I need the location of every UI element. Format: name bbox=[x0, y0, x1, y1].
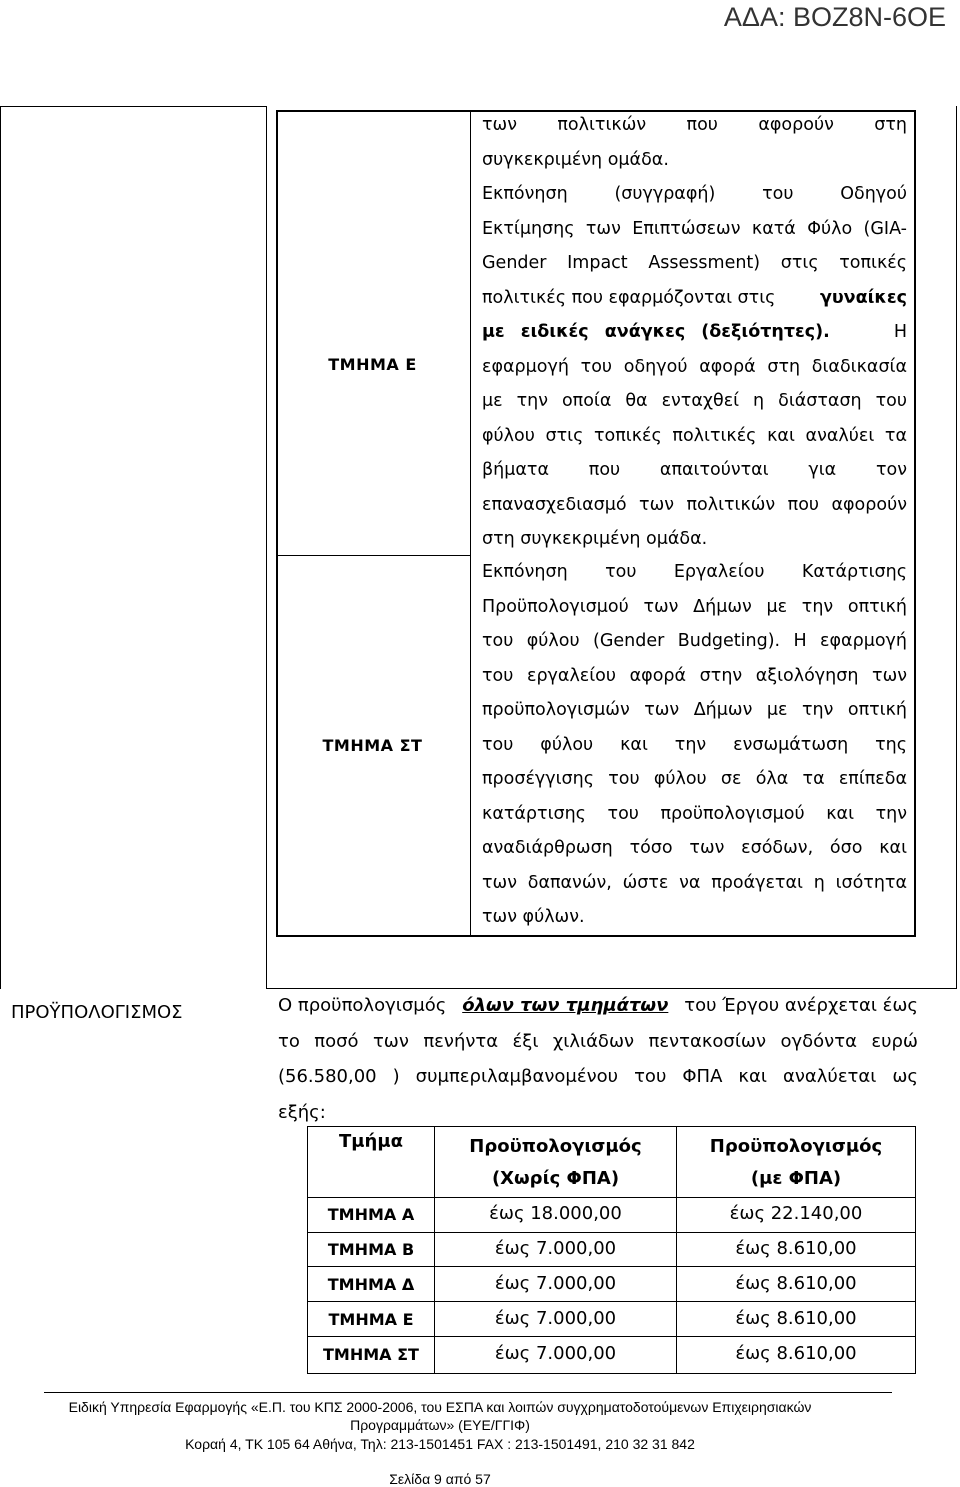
table-row bbox=[308, 1338, 915, 1375]
section-st-line: των δαπανών, ώστε να προάγεται η ισότητα bbox=[482, 872, 907, 893]
row-gross-amount: έως 22.140,00 bbox=[729, 1203, 863, 1224]
row-section-name: ΤΜΗΜΑ Δ bbox=[327, 1275, 415, 1294]
section-st-line: Εκπόνηση του Εργαλείου Κατάρτισης bbox=[482, 562, 907, 582]
row-net-amount: έως 18.000,00 bbox=[489, 1203, 622, 1224]
budget-table-body bbox=[308, 1198, 915, 1375]
table-row bbox=[308, 1198, 915, 1233]
section-st-line: αναδιάρθρωση τόσο των εσόδων, όσο και bbox=[482, 838, 907, 858]
section-e-line: Gender Impact Assessment) στις τοπικές bbox=[482, 253, 907, 273]
budget-line bbox=[278, 988, 918, 1024]
row-section-name: ΤΜΗΜΑ Α bbox=[327, 1205, 415, 1224]
footer-line: Προγραμμάτων» (ΕΥΕ/ΓΓΙΦ) bbox=[350, 1417, 530, 1433]
budget-line: εξής: bbox=[278, 1101, 326, 1123]
section-st-text bbox=[482, 555, 907, 935]
budget-line: το ποσό των πενήντα έξι χιλιάδων πεντακοσίων ογδόντα ευρώ bbox=[278, 1030, 918, 1052]
row-net-amount: έως 7.000,00 bbox=[494, 1308, 617, 1329]
section-st-line: του εργαλείου αφορά στην αξιολόγηση των bbox=[482, 665, 907, 686]
section-e-line: βήματα που απαιτούνται για τον bbox=[482, 460, 907, 480]
table-row bbox=[308, 1303, 915, 1338]
footer bbox=[0, 1399, 880, 1452]
section-st-line: του φύλου και την ενσωμάτωση της bbox=[482, 734, 907, 755]
row-net-amount: έως 7.000,00 bbox=[494, 1238, 617, 1259]
footer-rule bbox=[44, 1392, 892, 1393]
section-st-line: κατάρτισης του προϋπολογισμού και την bbox=[482, 803, 907, 824]
section-e-line: στη συγκεκριμένη ομάδα. bbox=[482, 529, 708, 549]
row-section-name: ΤΜΗΜΑ Β bbox=[327, 1240, 415, 1259]
section-e-line-part: Η bbox=[893, 322, 907, 342]
footer-line: Ειδική Υπηρεσία Εφαρμογής «Ε.Π. του ΚΠΣ 2000-2006, του ΕΣΠΑ και λοιπών συγχρηματοδοτούμενων Επιχειρησιακών bbox=[68, 1399, 812, 1415]
row-net-amount: έως 7.000,00 bbox=[494, 1343, 617, 1364]
section-e-line-part: πολιτικές που εφαρμόζονται στις bbox=[482, 287, 776, 308]
page-number: Σελίδα 9 από 57 bbox=[389, 1471, 491, 1487]
budget-emphasis: όλων των τμημάτων bbox=[462, 995, 669, 1016]
section-st-line: προσέγγισης του φύλου σε όλα τα επίπεδα bbox=[482, 769, 907, 789]
section-e-line: των πολιτικών που αφορούν στη bbox=[482, 115, 907, 135]
section-st-line: του φύλου (Gender Budgeting). Η εφαρμογή bbox=[482, 631, 907, 651]
section-e-bold-part: με ειδικές ανάγκες (δεξιότητες). bbox=[482, 322, 830, 342]
section-e-line: συγκεκριμένη ομάδα. bbox=[482, 149, 669, 170]
budget-table-header-section: Τμήμα bbox=[339, 1131, 403, 1152]
footer-line: Κοραή 4, ΤΚ 105 64 Αθήνα, Τηλ: 213-1501451 FAX : 213-1501491, 210 32 31 842 bbox=[185, 1436, 695, 1452]
section-st-line: Προϋπολογισμού των Δήμων με την οπτική bbox=[482, 596, 907, 617]
table-row bbox=[308, 1233, 915, 1268]
budget-table-header-gross: Προϋπολογισμός (με ΦΠΑ) bbox=[709, 1136, 883, 1189]
section-e-line: επανασχεδιασμό των πολιτικών που αφορούν bbox=[482, 494, 907, 515]
section-e-line: Εκτίμησης των Επιπτώσεων κατά Φύλο (GIA- bbox=[482, 218, 907, 239]
row-section-name: ΤΜΗΜΑ ΣΤ bbox=[323, 1345, 419, 1364]
section-st-line: προϋπολογισμών των Δήμων με την οπτική bbox=[482, 700, 907, 720]
section-e-text bbox=[482, 108, 907, 557]
section-e-bold-part: γυναίκες bbox=[819, 287, 907, 308]
section-e-line: Εκπόνηση (συγγραφή) του Οδηγού bbox=[482, 184, 907, 204]
budget-label: ΠΡΟΫΠΟΛΟΓΙΣΜΟΣ bbox=[11, 1002, 183, 1023]
section-st-line: των φύλων. bbox=[482, 907, 585, 927]
ada-code: ΑΔΑ: ΒΟΖ8Ν-6ΟΕ bbox=[723, 2, 946, 32]
table-row bbox=[308, 1268, 915, 1303]
section-e-line: με την οποία θα ενταχθεί η διάσταση του bbox=[482, 391, 907, 411]
row-gross-amount: έως 8.610,00 bbox=[735, 1273, 857, 1294]
section-st-label: ΤΜΗΜΑ ΣΤ bbox=[322, 736, 423, 755]
section-e-line: φύλου στις τοπικές πολιτικές και αναλύει τα bbox=[482, 425, 907, 446]
section-e-line bbox=[482, 281, 907, 316]
budget-text bbox=[278, 988, 918, 1130]
budget-text-part: Ο προϋπολογισμός bbox=[278, 995, 447, 1016]
row-gross-amount: έως 8.610,00 bbox=[735, 1238, 857, 1259]
row-gross-amount: έως 8.610,00 bbox=[735, 1343, 857, 1364]
budget-line: (56.580,00 ) συμπεριλαμβανομένου του ΦΠΑ και αναλύεται ως bbox=[278, 1066, 918, 1087]
section-e-label: ΤΜΗΜΑ Ε bbox=[328, 355, 417, 374]
row-gross-amount: έως 8.610,00 bbox=[735, 1308, 857, 1329]
section-e-line bbox=[482, 315, 907, 350]
section-e-line: εφαρμογή του οδηγού αφορά στη διαδικασία bbox=[482, 356, 907, 377]
budget-text-part: του Έργου ανέρχεται έως bbox=[684, 995, 918, 1016]
row-section-name: ΤΜΗΜΑ Ε bbox=[328, 1310, 414, 1329]
row-net-amount: έως 7.000,00 bbox=[494, 1273, 617, 1294]
budget-table-header-net: Προϋπολογισμός (Χωρίς ΦΠΑ) bbox=[469, 1136, 642, 1189]
